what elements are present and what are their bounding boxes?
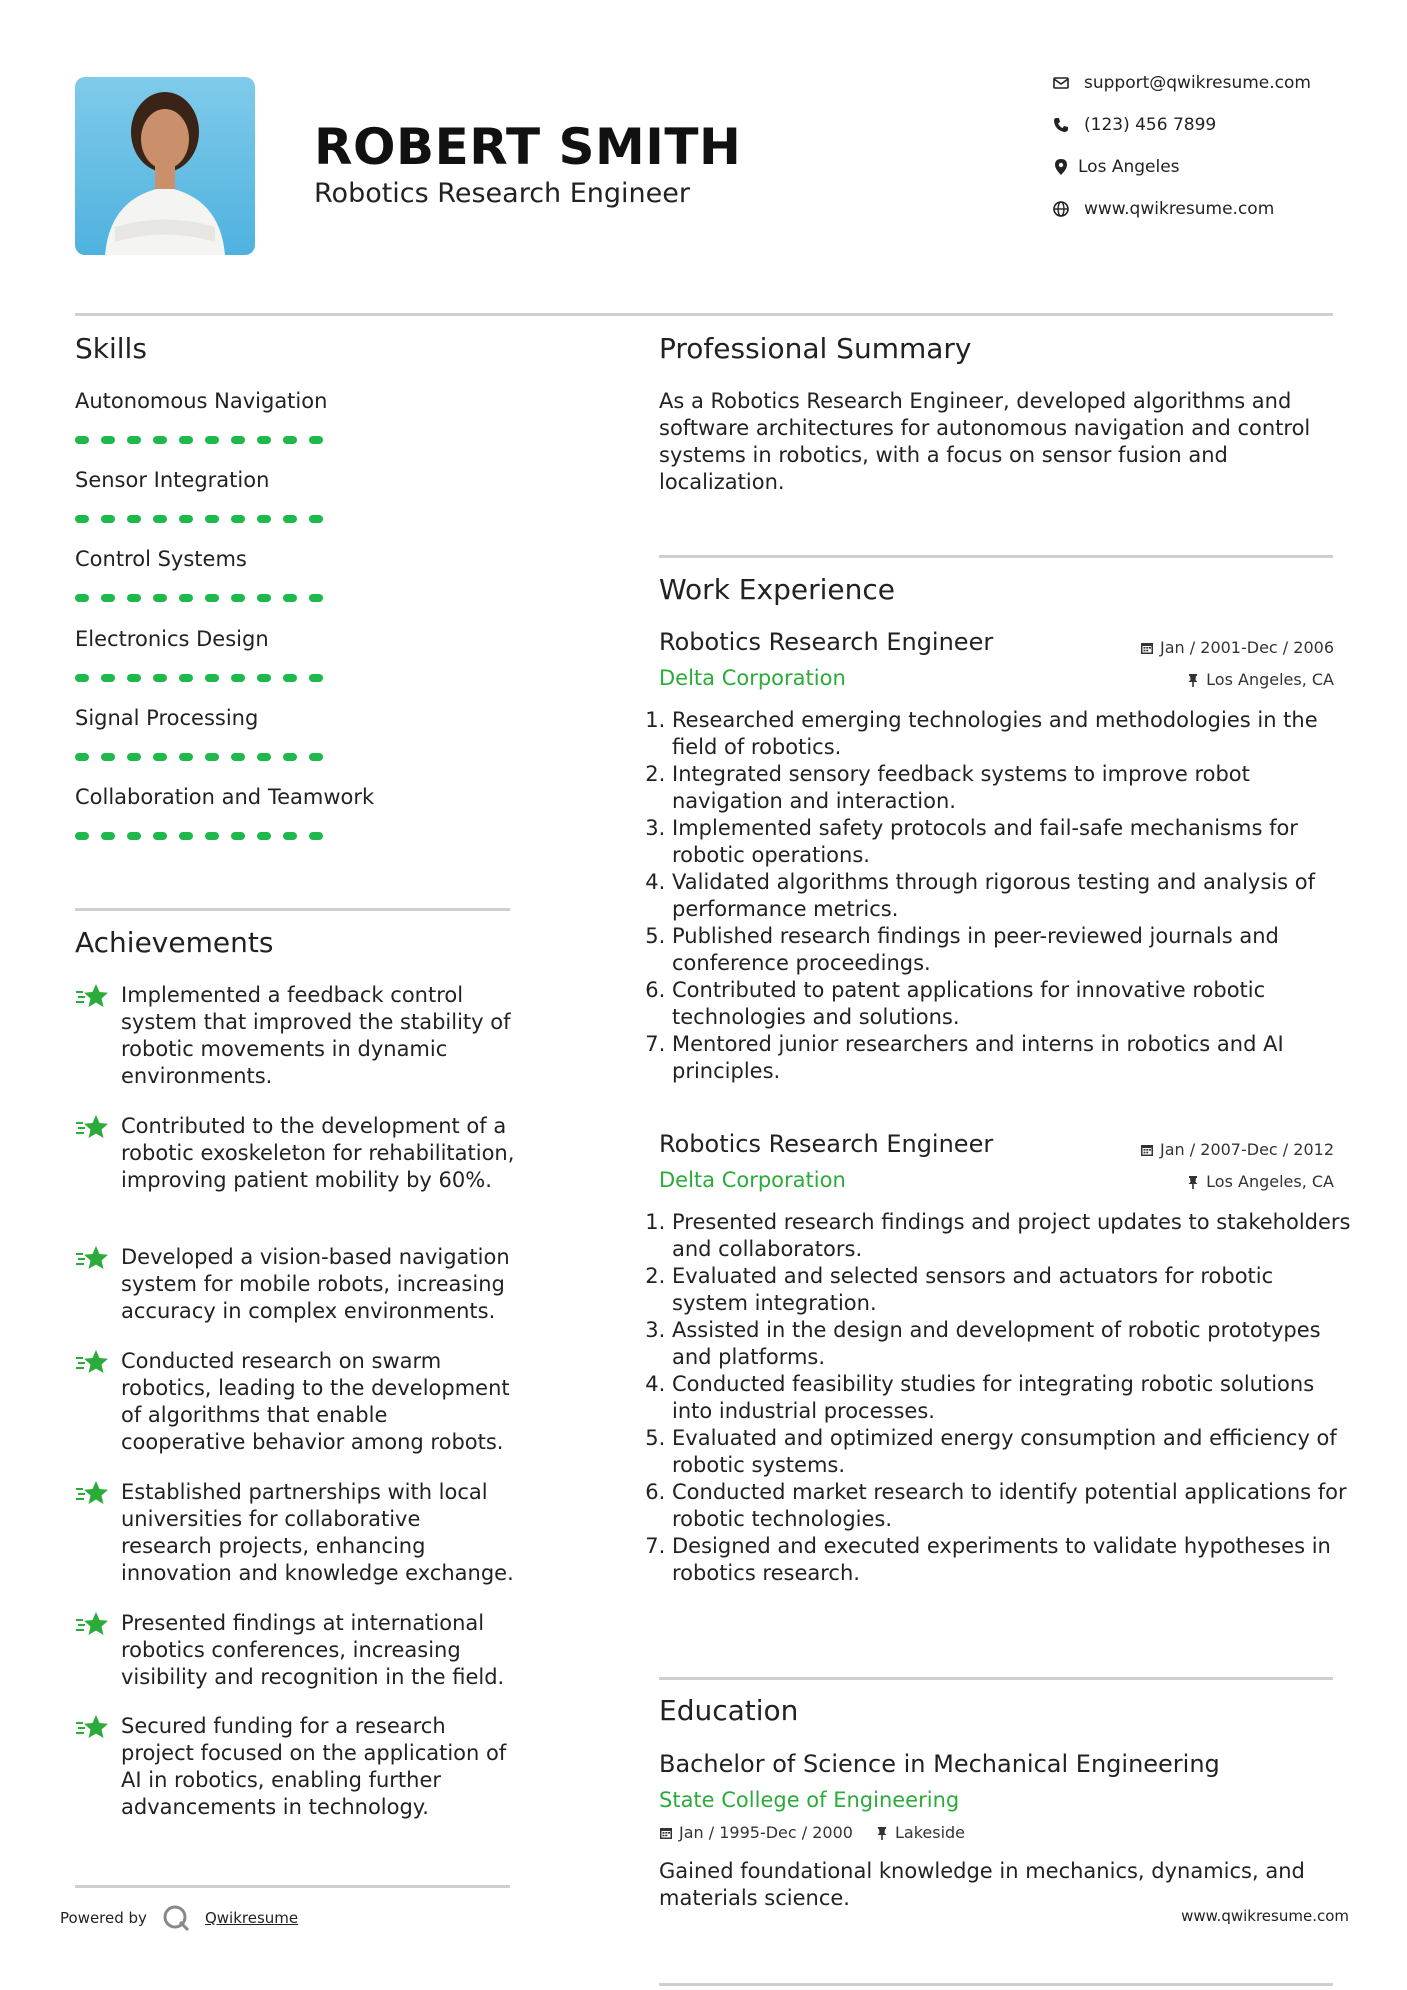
star-icon [75, 1244, 111, 1274]
job-location-text: Los Angeles, CA [1206, 1172, 1334, 1191]
job-location [1186, 670, 1334, 689]
responsibility-item: 4. Validated algorithms through rigorous testing and analysis of performance metrics. [672, 869, 1355, 923]
job-location [1186, 1172, 1334, 1191]
achievement-text: Implemented a feedback control system that improved the stability of robotic movements in dynamic environments. [121, 983, 511, 1088]
education-meta [659, 1823, 965, 1842]
job-dates-text: Jan / 2001-Dec / 2006 [1160, 638, 1334, 657]
achievement-text: Developed a vision-based navigation system for mobile robots, increasing accuracy in complex environments. [121, 1245, 510, 1323]
contact-email-text: support@qwikresume.com [1084, 73, 1311, 93]
achievement-item [75, 1479, 515, 1587]
achievement-item [75, 1348, 515, 1456]
responsibility-item: 6. Contributed to patent applications for innovative robotic technologies and solutions. [672, 977, 1355, 1031]
summary-divider [659, 555, 1333, 558]
achievement-item [75, 1610, 515, 1691]
contact-email[interactable] [1052, 73, 1311, 93]
phone-icon [1052, 116, 1070, 134]
achievements-divider [75, 1885, 510, 1888]
email-icon [1052, 74, 1070, 92]
powered-by-text: Powered by [60, 1909, 147, 1927]
candidate-title: Robotics Research Engineer [314, 178, 690, 209]
achievement-text: Secured funding for a research project focused on the application of AI in robotics, enabling further advancements in technology. [121, 1714, 507, 1819]
star-icon [75, 1113, 111, 1143]
skill-rating [75, 515, 323, 523]
skill-rating [75, 436, 323, 444]
star-icon [75, 982, 111, 1012]
pin-icon [1186, 1175, 1200, 1189]
achievement-text: Established partnerships with local universities for collaborative research projects, enhancing innovation and knowledge exchange. [121, 1480, 514, 1585]
star-icon [75, 1479, 111, 1509]
work-heading: Work Experience [659, 573, 895, 606]
contact-phone-text: (123) 456 7899 [1084, 115, 1217, 135]
work-divider [659, 1677, 1333, 1680]
education-description: Gained foundational knowledge in mechanics, dynamics, and materials science. [659, 1859, 1305, 1910]
profile-photo [75, 77, 255, 255]
school-name: State College of Engineering [659, 1788, 960, 1812]
calendar-icon [1140, 641, 1154, 655]
achievement-text: Conducted research on swarm robotics, leading to the development of algorithms that enable cooperative behavior among robots. [121, 1349, 510, 1454]
skill-label: Collaboration and Teamwork [75, 785, 375, 809]
achievement-text: Contributed to the development of a robotic exoskeleton for rehabilitation, improving patient mobility by 60%. [121, 1114, 515, 1192]
skill-rating [75, 674, 323, 682]
responsibility-item: 1. Presented research findings and project updates to stakeholders and collaborators. [672, 1209, 1355, 1263]
contact-location [1052, 157, 1180, 177]
skill-rating [75, 753, 323, 761]
responsibility-item: 4. Conducted feasibility studies for integrating robotic solutions into industrial processes. [672, 1371, 1355, 1425]
job-title: Robotics Research Engineer [659, 1130, 994, 1158]
responsibility-item: 7. Mentored junior researchers and interns in robotics and AI principles. [672, 1031, 1355, 1085]
company-name: Delta Corporation [659, 1168, 846, 1192]
contact-location-text: Los Angeles [1078, 157, 1180, 177]
pin-icon [1186, 673, 1200, 687]
pin-icon [875, 1826, 889, 1840]
contact-website-text: www.qwikresume.com [1084, 199, 1275, 219]
responsibility-item: 6. Conducted market research to identify potential applications for robotic technologies. [672, 1479, 1355, 1533]
powered-by [60, 1904, 298, 1932]
bottom-divider [659, 1983, 1333, 1986]
responsibility-item: 1. Researched emerging technologies and methodologies in the field of robotics. [672, 707, 1355, 761]
achievements-heading: Achievements [75, 926, 274, 959]
summary-text: As a Robotics Research Engineer, developed algorithms and software architectures for autonomous navigation and control systems in robotics, with a focus on sensor fusion and localization. [659, 389, 1311, 494]
globe-icon [1052, 200, 1070, 218]
contact-website[interactable] [1052, 199, 1274, 219]
degree-title: Bachelor of Science in Mechanical Engineering [659, 1750, 1220, 1778]
responsibility-item: 3. Implemented safety protocols and fail-safe mechanisms for robotic operations. [672, 815, 1355, 869]
education-heading: Education [659, 1694, 799, 1727]
job-dates-text: Jan / 2007-Dec / 2012 [1160, 1140, 1334, 1159]
star-icon [75, 1610, 111, 1640]
achievement-item [75, 1113, 515, 1194]
candidate-name: ROBERT SMITH [314, 118, 742, 176]
job-title: Robotics Research Engineer [659, 628, 994, 656]
job-responsibilities [652, 1209, 1355, 1587]
responsibility-item: 5. Evaluated and optimized energy consumption and efficiency of robotic systems. [672, 1425, 1355, 1479]
person-photo-icon [75, 77, 255, 255]
achievement-item [75, 1713, 515, 1821]
achievement-text: Presented findings at international robotics conferences, increasing visibility and recognition in the field. [121, 1611, 505, 1689]
achievement-item [75, 982, 515, 1090]
skills-heading: Skills [75, 332, 147, 365]
responsibility-item: 7. Designed and executed experiments to validate hypotheses in robotics research. [672, 1533, 1355, 1587]
responsibility-item: 2. Evaluated and selected sensors and actuators for robotic system integration. [672, 1263, 1355, 1317]
footer-website[interactable]: www.qwikresume.com [1181, 1907, 1349, 1925]
summary-heading: Professional Summary [659, 332, 972, 365]
skill-rating [75, 832, 323, 840]
qwikresume-logo-icon [161, 1904, 191, 1932]
skill-label: Electronics Design [75, 627, 269, 651]
contact-phone[interactable] [1052, 115, 1216, 135]
skill-label: Signal Processing [75, 706, 259, 730]
star-icon [75, 1713, 111, 1743]
achievement-item [75, 1244, 515, 1325]
location-icon [1052, 158, 1070, 176]
calendar-icon [1140, 1143, 1154, 1157]
skill-label: Sensor Integration [75, 468, 270, 492]
skill-rating [75, 594, 323, 602]
skill-label: Autonomous Navigation [75, 389, 328, 413]
star-icon [75, 1348, 111, 1378]
skills-divider [75, 908, 510, 911]
responsibility-item: 3. Assisted in the design and development of robotic prototypes and platforms. [672, 1317, 1355, 1371]
responsibility-item: 5. Published research findings in peer-reviewed journals and conference proceedings. [672, 923, 1355, 977]
job-responsibilities [652, 707, 1355, 1085]
skill-label: Control Systems [75, 547, 247, 571]
education-location: Lakeside [894, 1823, 966, 1842]
job-location-text: Los Angeles, CA [1206, 670, 1334, 689]
job-dates [1140, 638, 1334, 657]
header-divider [75, 313, 1333, 316]
company-name: Delta Corporation [659, 666, 846, 690]
education-dates: Jan / 1995-Dec / 2000 [679, 1823, 853, 1842]
calendar-icon [659, 1826, 673, 1840]
responsibility-item: 2. Integrated sensory feedback systems to improve robot navigation and interaction. [672, 761, 1355, 815]
job-dates [1140, 1140, 1334, 1159]
qwikresume-link[interactable]: Qwikresume [204, 1909, 299, 1927]
